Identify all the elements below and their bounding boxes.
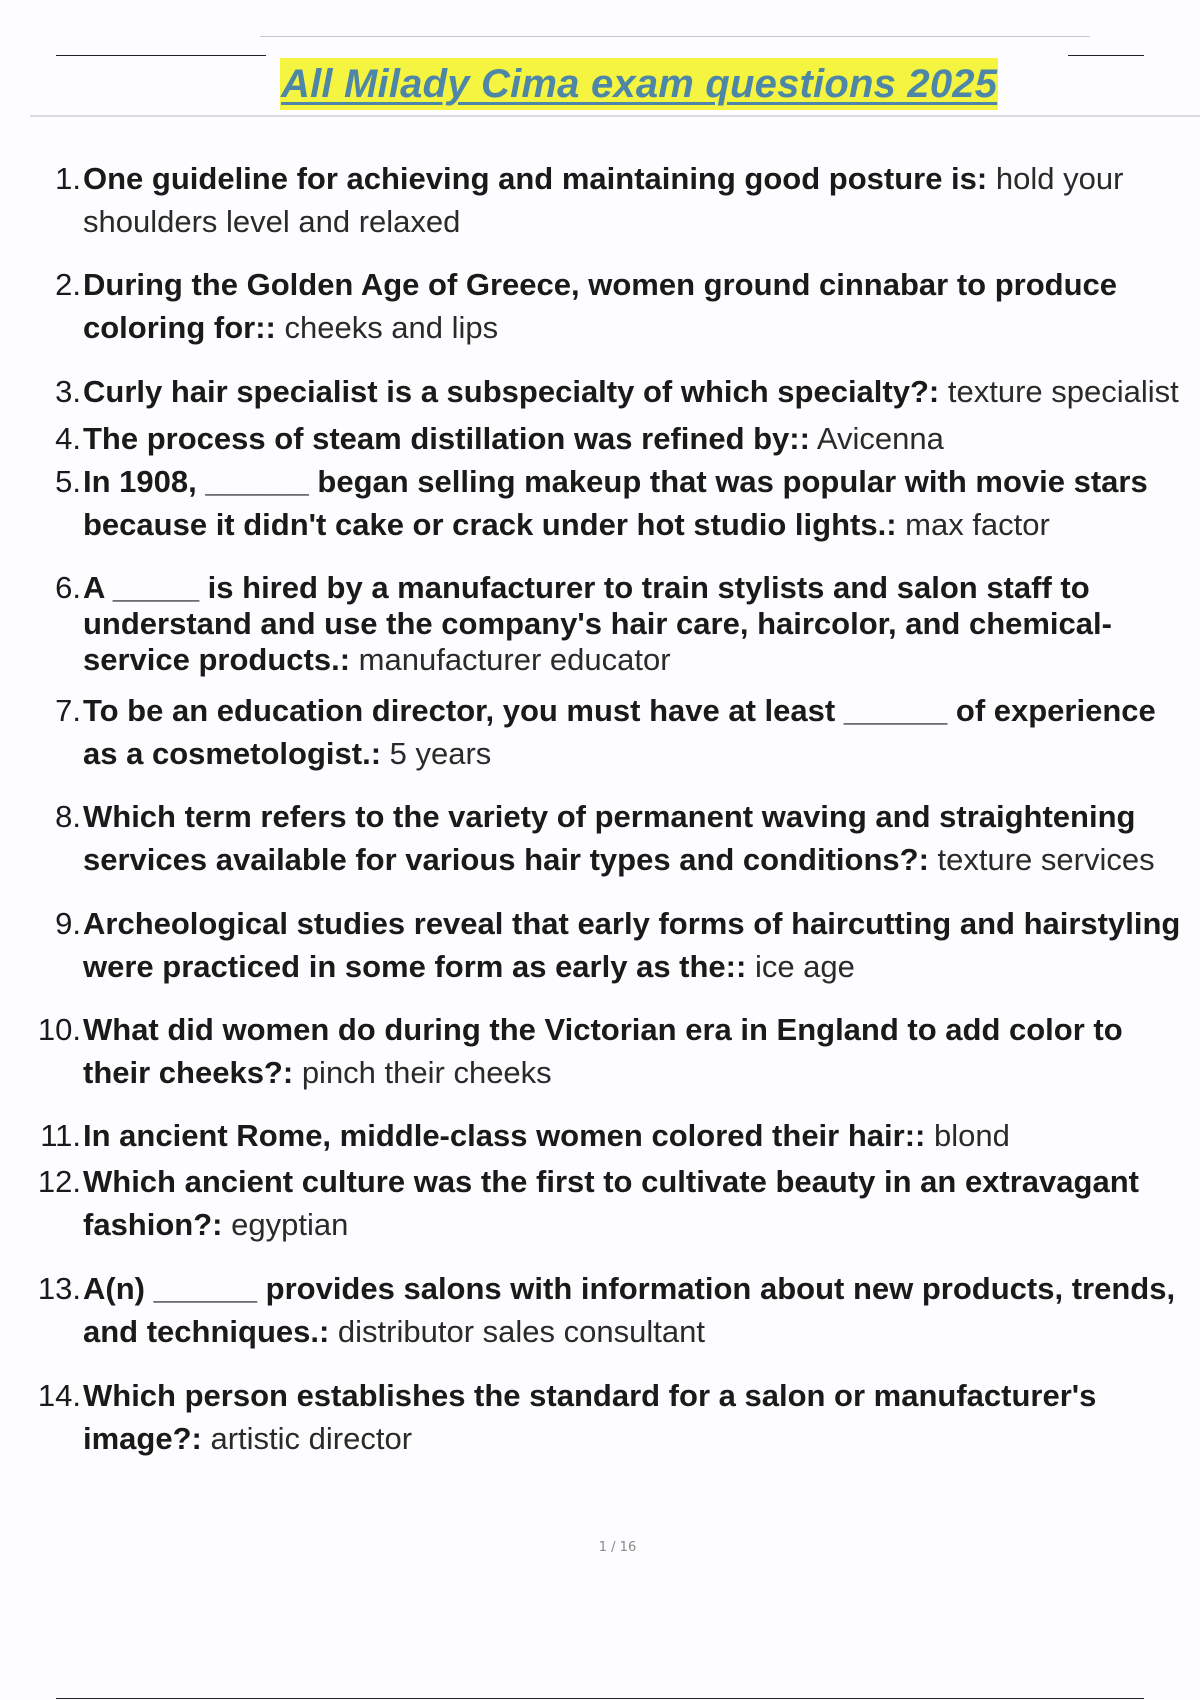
page-indicator: 1 / 16	[598, 1540, 637, 1555]
question-text: their cheeks?:	[83, 1055, 294, 1090]
question-line	[83, 1374, 1200, 1417]
question-text: Which person establishes the standard for a salon or manufacturer's	[83, 1378, 1097, 1413]
question-line	[83, 732, 1200, 775]
question-item	[55, 902, 1200, 988]
question-line	[83, 945, 1200, 988]
question-text: image?:	[83, 1421, 202, 1456]
question-text: Curly hair specialist is a subspecialty of which specialty?:	[83, 374, 940, 409]
question-text: One guideline for achieving and maintaining good posture is:	[83, 161, 988, 196]
question-line	[83, 570, 1200, 606]
question-line	[83, 1114, 1200, 1157]
question-line	[83, 1267, 1200, 1310]
answer-text: 5 years	[381, 736, 492, 771]
question-line	[83, 503, 1200, 546]
question-text: understand and use the company's hair care, haircolor, and chemical-	[83, 606, 1112, 641]
question-line	[83, 642, 1200, 678]
question-line	[83, 1160, 1200, 1203]
question-number: 14.	[37, 1378, 81, 1413]
question-item	[55, 570, 1200, 678]
question-item	[37, 1008, 1200, 1094]
question-item	[40, 1114, 1200, 1157]
question-text: coloring for::	[83, 310, 276, 345]
question-item	[37, 1160, 1200, 1246]
question-text: Which ancient culture was the first to cultivate beauty in an extravagant	[83, 1164, 1139, 1199]
question-text: as a cosmetologist.:	[83, 736, 382, 771]
answer-text: distributor sales consultant	[329, 1314, 705, 1349]
question-number: 2.	[55, 267, 81, 302]
question-item	[55, 417, 1200, 460]
question-line	[83, 417, 1200, 460]
question-text: service products.:	[83, 642, 351, 677]
question-item	[55, 263, 1200, 349]
question-text: To be an education director, you must have at least ______ of experience	[83, 693, 1156, 728]
question-line	[83, 1417, 1200, 1460]
answer-text: egyptian	[222, 1207, 349, 1242]
answer-text: manufacturer educator	[350, 642, 671, 677]
question-number: 11.	[40, 1118, 81, 1153]
answer-text: Avicenna	[809, 421, 944, 456]
question-number: 1.	[55, 161, 81, 196]
question-text: Which term refers to the variety of permanent waving and straightening	[83, 799, 1136, 834]
question-text: services available for various hair types and conditions?:	[83, 842, 929, 877]
question-line	[83, 460, 1200, 503]
answer-text: shoulders level and relaxed	[83, 204, 461, 239]
answer-text: ice age	[746, 949, 855, 984]
question-text: In 1908, ______ began selling makeup that was popular with movie stars	[83, 464, 1148, 499]
question-number: 3.	[55, 374, 81, 409]
answer-text: cheeks and lips	[275, 310, 499, 345]
question-text: A _____ is hired by a manufacturer to train stylists and salon staff to	[83, 570, 1090, 605]
question-line	[83, 1310, 1200, 1353]
question-number: 9.	[55, 906, 81, 941]
question-item	[55, 795, 1200, 881]
question-line	[83, 795, 1200, 838]
question-line	[83, 1051, 1200, 1094]
question-text: What did women do during the Victorian era in England to add color to	[83, 1012, 1123, 1047]
answer-text: texture specialist	[939, 374, 1179, 409]
question-item	[37, 1374, 1200, 1460]
question-line	[83, 689, 1200, 732]
question-line	[83, 263, 1200, 306]
question-number: 7.	[55, 693, 81, 728]
question-item	[55, 689, 1200, 775]
question-text: and techniques.:	[83, 1314, 330, 1349]
question-line	[83, 306, 1200, 349]
question-text: because it didn't cake or crack under hot studio lights.:	[83, 507, 897, 542]
question-number: 6.	[55, 570, 81, 605]
question-text: In ancient Rome, middle-class women colored their hair::	[83, 1118, 926, 1153]
answer-text: hold your	[987, 161, 1124, 196]
question-line	[83, 370, 1200, 413]
question-line	[83, 838, 1200, 881]
answer-text: blond	[925, 1118, 1010, 1153]
question-number: 8.	[55, 799, 81, 834]
answer-text: pinch their cheeks	[293, 1055, 552, 1090]
question-line	[83, 1203, 1200, 1246]
question-number: 12.	[37, 1164, 81, 1199]
question-line	[83, 1008, 1200, 1051]
answer-text: max factor	[896, 507, 1050, 542]
question-text: The process of steam distillation was refined by::	[83, 421, 810, 456]
question-item	[55, 460, 1200, 546]
answer-text: texture services	[928, 842, 1155, 877]
footer-rule	[56, 1698, 1144, 1699]
question-item	[37, 1267, 1200, 1353]
question-number: 13.	[37, 1271, 81, 1306]
question-item	[55, 370, 1200, 413]
question-line	[83, 157, 1200, 200]
question-text: A(n) ______ provides salons with information about new products, trends,	[83, 1271, 1176, 1306]
question-item	[55, 157, 1200, 243]
document-title: All Milady Cima exam questions 2025	[280, 58, 998, 110]
question-line	[83, 606, 1200, 642]
question-text: fashion?:	[83, 1207, 223, 1242]
question-text: Archeological studies reveal that early forms of haircutting and hairstyling	[83, 906, 1181, 941]
question-number: 4.	[55, 421, 81, 456]
question-text: were practiced in some form as early as the::	[83, 949, 747, 984]
question-line	[83, 200, 1200, 243]
question-text: During the Golden Age of Greece, women ground cinnabar to produce	[83, 267, 1117, 302]
question-line	[83, 902, 1200, 945]
question-number: 5.	[55, 464, 81, 499]
answer-text: artistic director	[201, 1421, 413, 1456]
question-number: 10.	[37, 1012, 81, 1047]
